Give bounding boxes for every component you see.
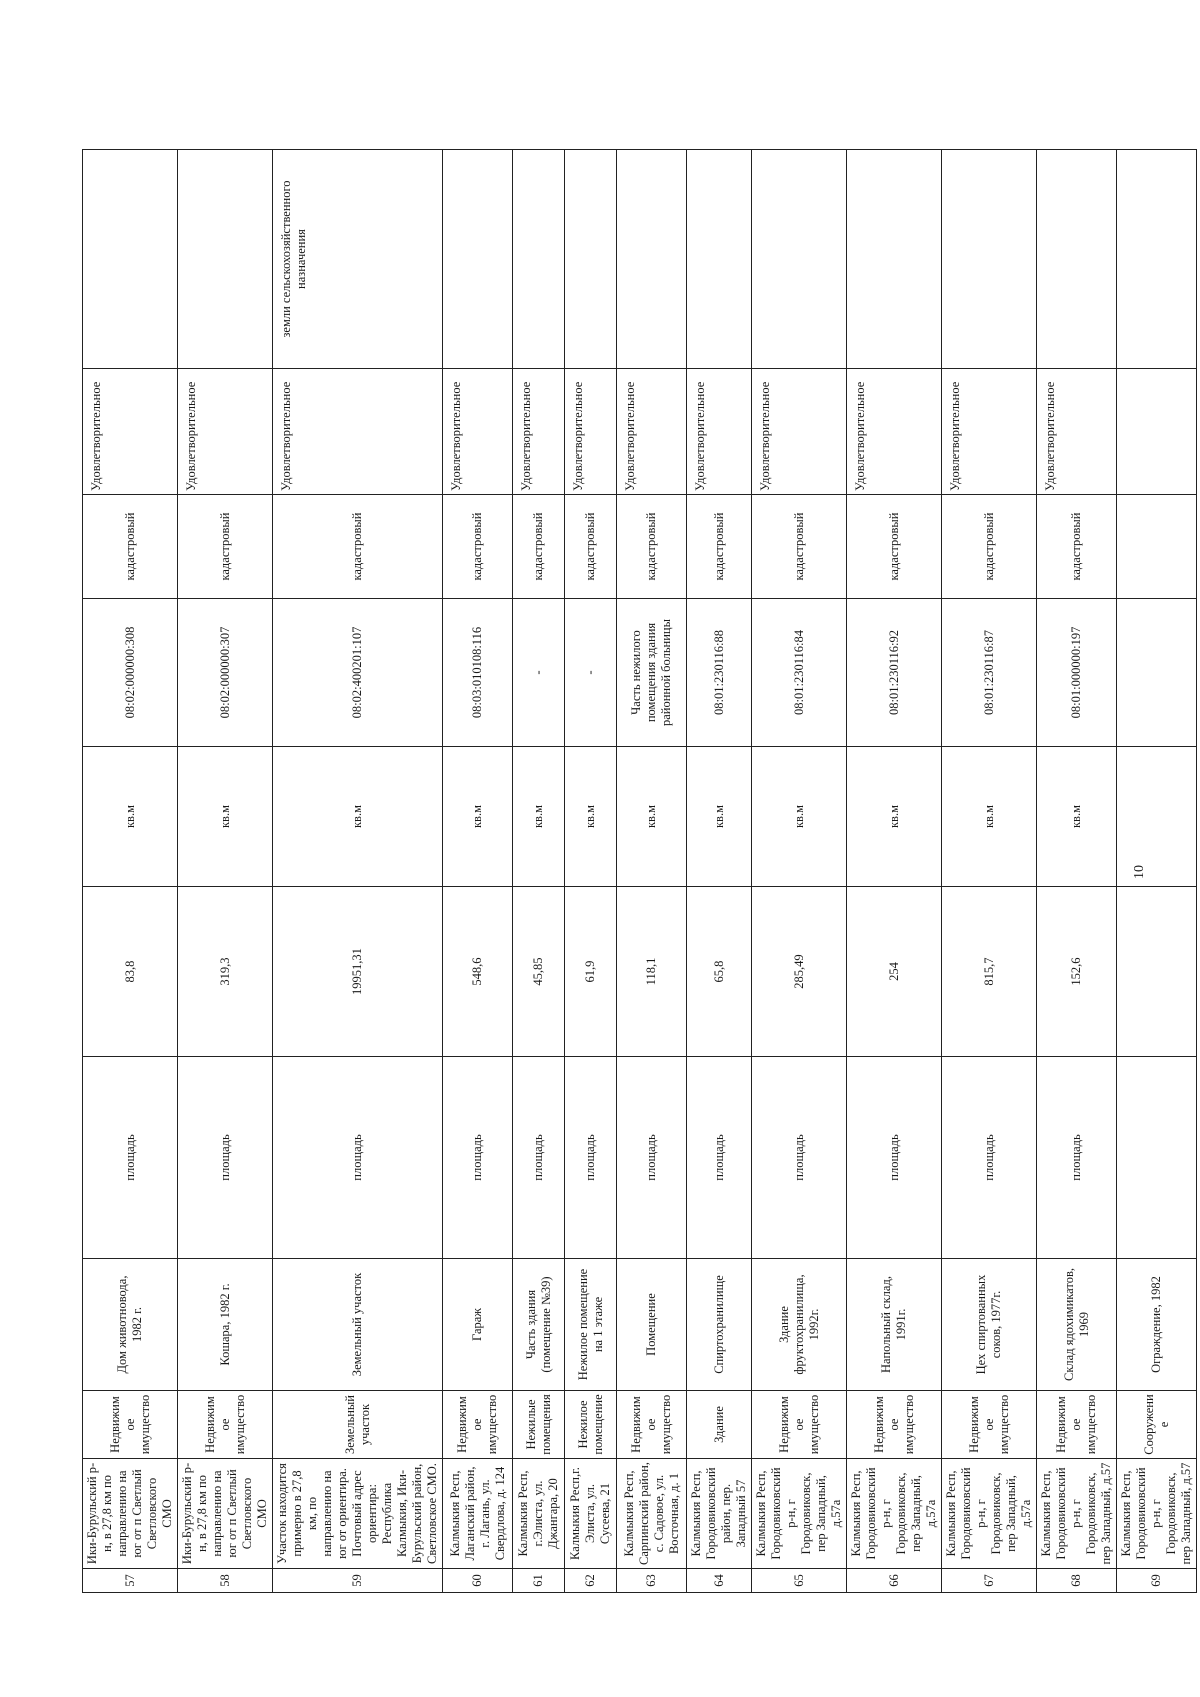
address-cell: Калмыкия Респ, Сарпинский район, с. Садовое, ул. Восточная, д. 1 (617, 1459, 687, 1569)
land-category-cell (565, 150, 617, 369)
number-type-cell: кадастровый (1037, 495, 1117, 599)
object-name-cell: Кошара, 1982 г. (178, 1259, 273, 1391)
land-category-cell (942, 150, 1037, 369)
area-value-cell: 19951,31 (273, 887, 443, 1057)
unit-cell: кв.м (443, 747, 513, 887)
table-row (178, 150, 273, 1593)
table-row (83, 150, 178, 1593)
area-value-cell: 254 (847, 887, 942, 1057)
unit-cell: кв.м (617, 747, 687, 887)
condition-cell: Удовлетворительное (752, 369, 847, 495)
object-name-cell: Здание фруктохранилища, 1992г. (752, 1259, 847, 1391)
area-value-cell (1117, 887, 1197, 1057)
unit-cell: кв.м (752, 747, 847, 887)
object-name-cell: Цех спиртованных соков, 1977г. (942, 1259, 1037, 1391)
rotated-content (82, 150, 1193, 1593)
cadastral-number-cell: 08:01:230116:84 (752, 599, 847, 747)
address-cell: Калмыкия Респ, Городовиковский р-н, г Городовиковск, пер Западный, д.57 (1037, 1459, 1117, 1569)
table-row (1117, 150, 1197, 1593)
cadastral-number-cell: Часть нежилого помещения здания районной больницы (617, 599, 687, 747)
area-value-cell: 118,1 (617, 887, 687, 1057)
characteristic-cell: площадь (513, 1057, 565, 1259)
object-name-cell: Дом животновода, 1982 г. (83, 1259, 178, 1391)
unit-cell: кв.м (565, 747, 617, 887)
characteristic-cell: площадь (83, 1057, 178, 1259)
table-body (83, 150, 1197, 1593)
cadastral-number-cell: 08:01:230116:88 (687, 599, 752, 747)
row-number: 57 (83, 1569, 178, 1593)
area-value-cell: 285,49 (752, 887, 847, 1057)
cadastral-number-cell: 08:02:000000:307 (178, 599, 273, 747)
characteristic-cell: площадь (178, 1057, 273, 1259)
number-type-cell: кадастровый (847, 495, 942, 599)
number-type-cell: кадастровый (752, 495, 847, 599)
address-cell: Калмыкия Респ, Городовиковский район, пер. Западный 57 (687, 1459, 752, 1569)
row-number: 63 (617, 1569, 687, 1593)
area-value-cell: 61,9 (565, 887, 617, 1057)
number-type-cell: кадастровый (565, 495, 617, 599)
table-row (1037, 150, 1117, 1593)
object-name-cell: Гараж (443, 1259, 513, 1391)
table-row (513, 150, 565, 1593)
number-type-cell: кадастровый (942, 495, 1037, 599)
row-number: 64 (687, 1569, 752, 1593)
address-cell: Калмыкия Респ, Городовиковский р-н, г Городовиковск, пер Западный, д.57а (942, 1459, 1037, 1569)
number-type-cell (1117, 495, 1197, 599)
unit-cell: кв.м (687, 747, 752, 887)
condition-cell: Удовлетворительное (1037, 369, 1117, 495)
object-name-cell: Ограждение, 1982 (1117, 1259, 1197, 1391)
condition-cell: Удовлетворительное (83, 369, 178, 495)
address-cell: Калмыкия Респ, Лаганский район, г. Лагань, ул. Свердлова, д. 124 (443, 1459, 513, 1569)
cadastral-number-cell: 08:03:010108:116 (443, 599, 513, 747)
unit-cell: кв.м (513, 747, 565, 887)
cadastral-number-cell (1117, 599, 1197, 747)
condition-cell: Удовлетворительное (617, 369, 687, 495)
condition-cell: Удовлетворительное (443, 369, 513, 495)
address-cell: Калмыкия Респ, Городовиковский р-н, г Городовиковск, пер Западный, д.57а (847, 1459, 942, 1569)
area-value-cell: 815,7 (942, 887, 1037, 1057)
page-number: 10 (1132, 865, 1147, 879)
land-category-cell (1117, 150, 1197, 369)
land-category-cell (513, 150, 565, 369)
land-category-cell (443, 150, 513, 369)
property-table (82, 149, 1197, 1593)
object-type-cell: Нежилое помещение (565, 1391, 617, 1459)
area-value-cell: 152,6 (1037, 887, 1117, 1057)
property-table-page (82, 150, 1193, 1593)
address-cell: Участок находится примерно в 27,8 км, по направлению на юг от ориентира. Почтовый адрес ориентира: Республика Калмыкия, Ики-Бурульский район, Светловское СМО. (273, 1459, 443, 1569)
number-type-cell: кадастровый (273, 495, 443, 599)
table-row (847, 150, 942, 1593)
unit-cell (1117, 747, 1197, 887)
address-cell: Калмыкия Респ, г.Элиста, ул. Джангара, 20 (513, 1459, 565, 1569)
row-number: 66 (847, 1569, 942, 1593)
table-row (942, 150, 1037, 1593)
cadastral-number-cell: 08:01:000000:197 (1037, 599, 1117, 747)
characteristic-cell: площадь (565, 1057, 617, 1259)
condition-cell (1117, 369, 1197, 495)
area-value-cell: 83,8 (83, 887, 178, 1057)
condition-cell: Удовлетворительное (513, 369, 565, 495)
land-category-cell (847, 150, 942, 369)
object-type-cell: Здание (687, 1391, 752, 1459)
characteristic-cell: площадь (273, 1057, 443, 1259)
object-name-cell: Помещение (617, 1259, 687, 1391)
row-number: 68 (1037, 1569, 1117, 1593)
number-type-cell: кадастровый (178, 495, 273, 599)
condition-cell: Удовлетворительное (942, 369, 1037, 495)
area-value-cell: 45,85 (513, 887, 565, 1057)
cadastral-number-cell: - (565, 599, 617, 747)
row-number: 61 (513, 1569, 565, 1593)
address-cell: Калмыкия Респ, Городовиковский р-н, г Городовиковск, пер Западный, д.57 (1117, 1459, 1197, 1569)
object-type-cell: Недвижимое имущество (617, 1391, 687, 1459)
object-type-cell: Недвижимое имущество (1037, 1391, 1117, 1459)
land-category-cell (83, 150, 178, 369)
characteristic-cell (1117, 1057, 1197, 1259)
number-type-cell: кадастровый (443, 495, 513, 599)
object-type-cell: Земельный участок (273, 1391, 443, 1459)
unit-cell: кв.м (83, 747, 178, 887)
cadastral-number-cell: 08:02:000000:308 (83, 599, 178, 747)
object-type-cell: Нежилые помещения (513, 1391, 565, 1459)
object-type-cell: Недвижимое имущество (443, 1391, 513, 1459)
row-number: 65 (752, 1569, 847, 1593)
characteristic-cell: площадь (443, 1057, 513, 1259)
unit-cell: кв.м (847, 747, 942, 887)
land-category-cell (617, 150, 687, 369)
table-row (443, 150, 513, 1593)
condition-cell: Удовлетворительное (847, 369, 942, 495)
cadastral-number-cell: 08:01:230116:92 (847, 599, 942, 747)
object-name-cell: Земельный участок (273, 1259, 443, 1391)
characteristic-cell: площадь (847, 1057, 942, 1259)
characteristic-cell: площадь (617, 1057, 687, 1259)
object-type-cell: Недвижимое имущество (847, 1391, 942, 1459)
object-name-cell: Спиртохранилище (687, 1259, 752, 1391)
characteristic-cell: площадь (1037, 1057, 1117, 1259)
table-row (687, 150, 752, 1593)
area-value-cell: 319,3 (178, 887, 273, 1057)
number-type-cell: кадастровый (513, 495, 565, 599)
unit-cell: кв.м (178, 747, 273, 887)
cadastral-number-cell: - (513, 599, 565, 747)
condition-cell: Удовлетворительное (565, 369, 617, 495)
table-row (565, 150, 617, 1593)
address-cell: Калмыкия Респ,г. Элиста, ул. Сусеева, 21 (565, 1459, 617, 1569)
number-type-cell: кадастровый (687, 495, 752, 599)
table-row (617, 150, 687, 1593)
unit-cell: кв.м (942, 747, 1037, 887)
object-type-cell: Недвижимое имущество (178, 1391, 273, 1459)
condition-cell: Удовлетворительное (273, 369, 443, 495)
condition-cell: Удовлетворительное (687, 369, 752, 495)
object-name-cell: Склад ядохимикатов, 1969 (1037, 1259, 1117, 1391)
number-type-cell: кадастровый (617, 495, 687, 599)
land-category-cell (687, 150, 752, 369)
object-type-cell: Недвижимое имущество (752, 1391, 847, 1459)
row-number: 59 (273, 1569, 443, 1593)
object-name-cell: Напольный склад, 1991г. (847, 1259, 942, 1391)
characteristic-cell: площадь (942, 1057, 1037, 1259)
table-row (273, 150, 443, 1593)
area-value-cell: 65,8 (687, 887, 752, 1057)
cadastral-number-cell: 08:01:230116:87 (942, 599, 1037, 747)
unit-cell: кв.м (273, 747, 443, 887)
number-type-cell: кадастровый (83, 495, 178, 599)
object-name-cell: Часть здания (помещение №39) (513, 1259, 565, 1391)
table-row (752, 150, 847, 1593)
address-cell: Ики-Бурульский р-н, в 27,8 км по направлению на юг от п Светлый Светловского СМО (178, 1459, 273, 1569)
land-category-cell (752, 150, 847, 369)
address-cell: Ики-Бурульский р-н, в 27,8 км по направлению на юг от п Светлый Светловского СМО (83, 1459, 178, 1569)
land-category-cell: земли сельскохозяйственного назначения (273, 150, 443, 369)
land-category-cell (178, 150, 273, 369)
row-number: 62 (565, 1569, 617, 1593)
cadastral-number-cell: 08:02:400201:107 (273, 599, 443, 747)
condition-cell: Удовлетворительное (178, 369, 273, 495)
row-number: 69 (1117, 1569, 1197, 1593)
characteristic-cell: площадь (752, 1057, 847, 1259)
object-type-cell: Сооружение (1117, 1391, 1197, 1459)
object-type-cell: Недвижимое имущество (83, 1391, 178, 1459)
characteristic-cell: площадь (687, 1057, 752, 1259)
address-cell: Калмыкия Респ, Городовиковский р-н, г Городовиковск, пер Западный, д.57а (752, 1459, 847, 1569)
area-value-cell: 548,6 (443, 887, 513, 1057)
unit-cell: кв.м (1037, 747, 1117, 887)
row-number: 58 (178, 1569, 273, 1593)
object-name-cell: Нежилое помещение на 1 этаже (565, 1259, 617, 1391)
object-type-cell: Недвижимое имущество (942, 1391, 1037, 1459)
row-number: 60 (443, 1569, 513, 1593)
row-number: 67 (942, 1569, 1037, 1593)
land-category-cell (1037, 150, 1117, 369)
